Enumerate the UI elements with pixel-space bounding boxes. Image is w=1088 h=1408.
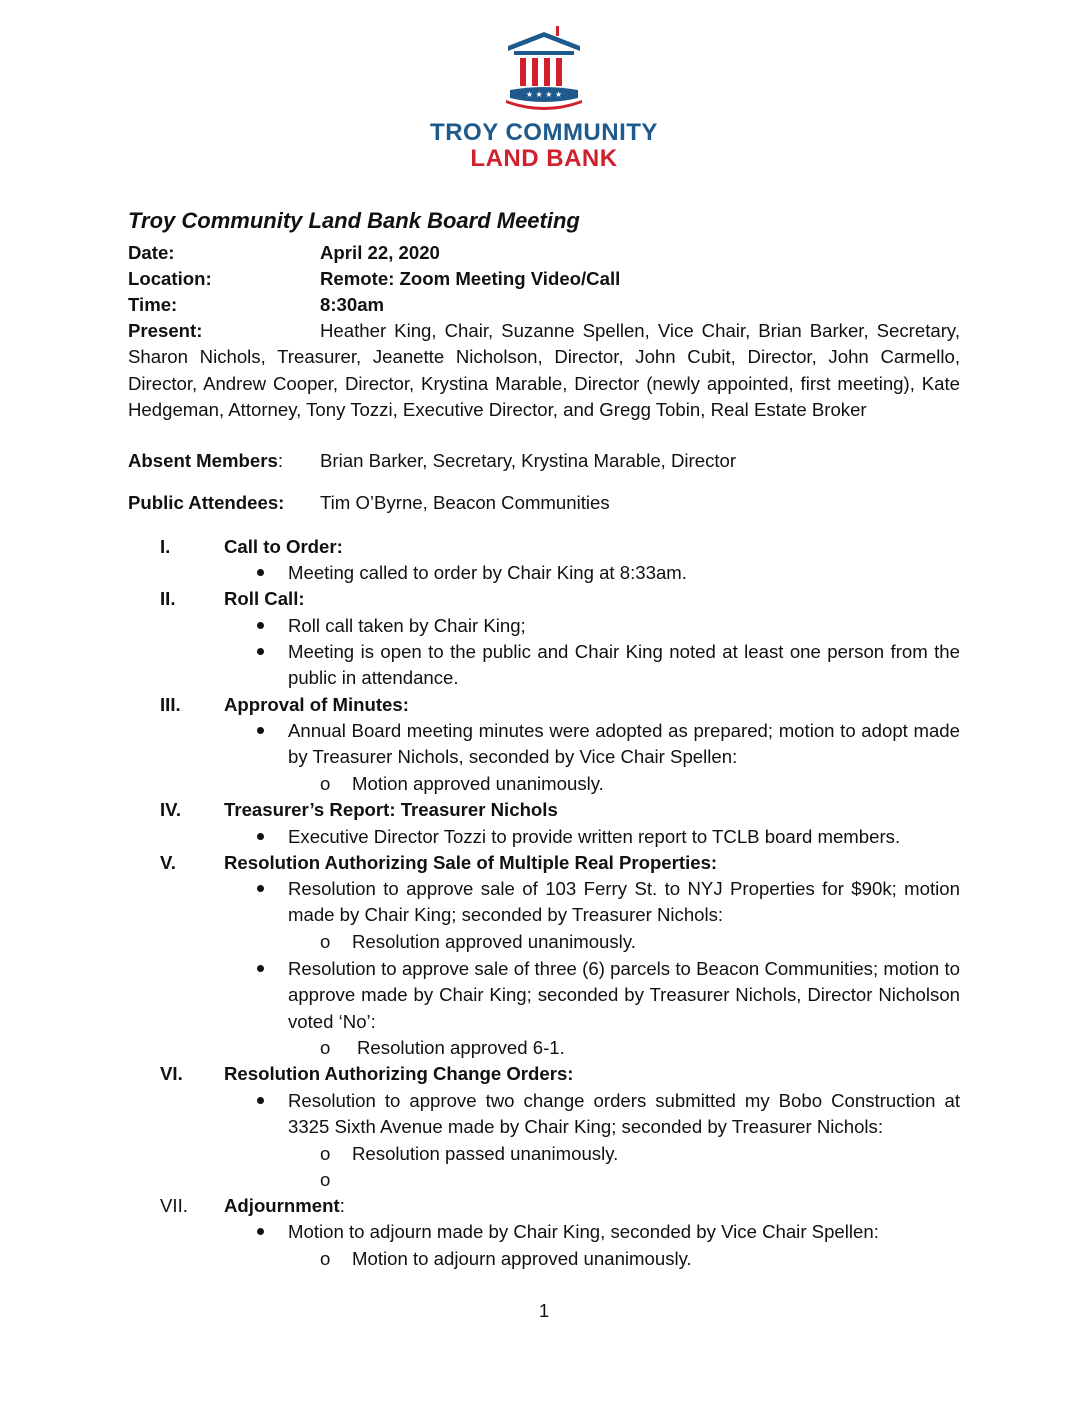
- time-value: 8:30am: [320, 294, 385, 315]
- bullet-icon: [257, 622, 264, 629]
- section-numeral: V.: [160, 852, 176, 873]
- bullet-icon: [257, 965, 264, 972]
- present-value: Heather King, Chair, Suzanne Spellen, Vice Chair, Brian Barker, Secretary, Sharon Nichols, Treasurer, Jeanette Nicholson, Director, John Cubit, Director, John Carmello, Director, Andrew Cooper, Director, Krystina Marable, Director (newly appointed, first meeting), Kate Hedgeman, Attorney, Tony Tozzi, Executive Director, and Gregg Tobin, Real Estate Broker: [128, 320, 960, 420]
- bullet-icon: [257, 833, 264, 840]
- section-title: Resolution Authorizing Sale of Multiple Real Properties:: [224, 852, 718, 873]
- logo-text-line1: TROY COMMUNITY: [430, 119, 658, 146]
- section-numeral: II.: [160, 588, 176, 609]
- section-title: [224, 1193, 345, 1219]
- sub-bullet-text: Resolution approved 6-1.: [357, 1037, 565, 1058]
- bullet-text: Motion to adjourn made by Chair King, seconded by Vice Chair Spellen:: [288, 1221, 879, 1242]
- section-title: Call to Order:: [224, 536, 343, 557]
- sub-bullet-marker: o: [320, 931, 331, 952]
- section-numeral: III.: [160, 694, 181, 715]
- sub-bullet-marker: o: [320, 1169, 331, 1190]
- bullet-text: Resolution to approve two change orders submitted my Bobo Construction at 3325 Sixth Avenue made by Chair King; seconded by Treasurer Nichols:: [288, 1090, 960, 1138]
- sub-bullet-text: Resolution approved unanimously.: [352, 931, 636, 952]
- section-numeral: VI.: [160, 1063, 183, 1084]
- page-number: 1: [538, 1300, 550, 1321]
- location-label: Location:: [128, 268, 212, 289]
- bullet-text: Roll call taken by Chair King;: [288, 615, 526, 636]
- bullet-icon: [257, 727, 264, 734]
- sub-bullet-marker: o: [320, 1248, 331, 1269]
- troy-land-bank-logo: [0, 24, 1088, 172]
- sub-bullet-text: Motion approved unanimously.: [352, 773, 604, 794]
- absent-value: Brian Barker, Secretary, Krystina Marable, Director: [320, 450, 737, 471]
- absent-label: Absent Members: [128, 450, 278, 471]
- bullet-icon: [257, 648, 264, 655]
- bullet-icon: [257, 1097, 264, 1104]
- section-title-colon: :: [339, 1195, 345, 1216]
- public-value: Tim O’Byrne, Beacon Communities: [320, 492, 610, 513]
- date-label: Date:: [128, 242, 175, 263]
- bullet-icon: [257, 885, 264, 892]
- section-numeral: I.: [160, 536, 171, 557]
- section-title: Approval of Minutes:: [224, 694, 409, 715]
- section-title: Treasurer’s Report: Treasurer Nichols: [224, 799, 558, 820]
- section-title: Resolution Authorizing Change Orders:: [224, 1063, 574, 1084]
- bullet-text: Annual Board meeting minutes were adopted as prepared; motion to adopt made by Treasurer Nichols, seconded by Vice Chair Spellen:: [288, 720, 960, 768]
- public-label: Public Attendees:: [128, 492, 285, 513]
- bullet-text: Executive Director Tozzi to provide written report to TCLB board members.: [288, 826, 901, 847]
- section-title-text: Adjournment: [224, 1195, 340, 1216]
- present-label: Present:: [128, 320, 203, 341]
- section-title: Roll Call:: [224, 588, 305, 609]
- sub-bullet-marker: o: [320, 1143, 331, 1164]
- document-title: Troy Community Land Bank Board Meeting: [128, 208, 580, 233]
- bullet-text: Resolution to approve sale of three (6) parcels to Beacon Communities; motion to approve made by Chair King; seconded by Treasurer Nichols, Director Nicholson voted ‘No’:: [288, 958, 960, 1032]
- time-label: Time:: [128, 294, 178, 315]
- svg-text:★ ★ ★ ★: ★ ★ ★ ★: [525, 90, 563, 99]
- location-value: Remote: Zoom Meeting Video/Call: [320, 268, 621, 289]
- section-numeral: VII.: [160, 1195, 188, 1216]
- capitol-building-hat-icon: [504, 24, 584, 112]
- bullet-text: Resolution to approve sale of 103 Ferry St. to NYJ Properties for $90k; motion made by Chair King; seconded by Treasurer Nichols:: [288, 878, 960, 926]
- date-value: April 22, 2020: [320, 242, 440, 263]
- bullet-icon: [257, 1228, 264, 1235]
- bullet-text: Meeting called to order by Chair King at 8:33am.: [288, 562, 687, 583]
- sub-bullet-text: Resolution passed unanimously.: [352, 1143, 619, 1164]
- sub-bullet-marker: o: [320, 1037, 331, 1058]
- sub-bullet-marker: o: [320, 773, 331, 794]
- bullet-icon: [257, 569, 264, 576]
- bullet-text: Meeting is open to the public and Chair King noted at least one person from the public in attendance.: [288, 641, 960, 689]
- sub-bullet-text: Motion to adjourn approved unanimously.: [352, 1248, 692, 1269]
- absent-colon: :: [277, 450, 283, 471]
- section-numeral: IV.: [160, 799, 182, 820]
- logo-text-line2: LAND BANK: [470, 145, 618, 172]
- present-block: [128, 318, 960, 423]
